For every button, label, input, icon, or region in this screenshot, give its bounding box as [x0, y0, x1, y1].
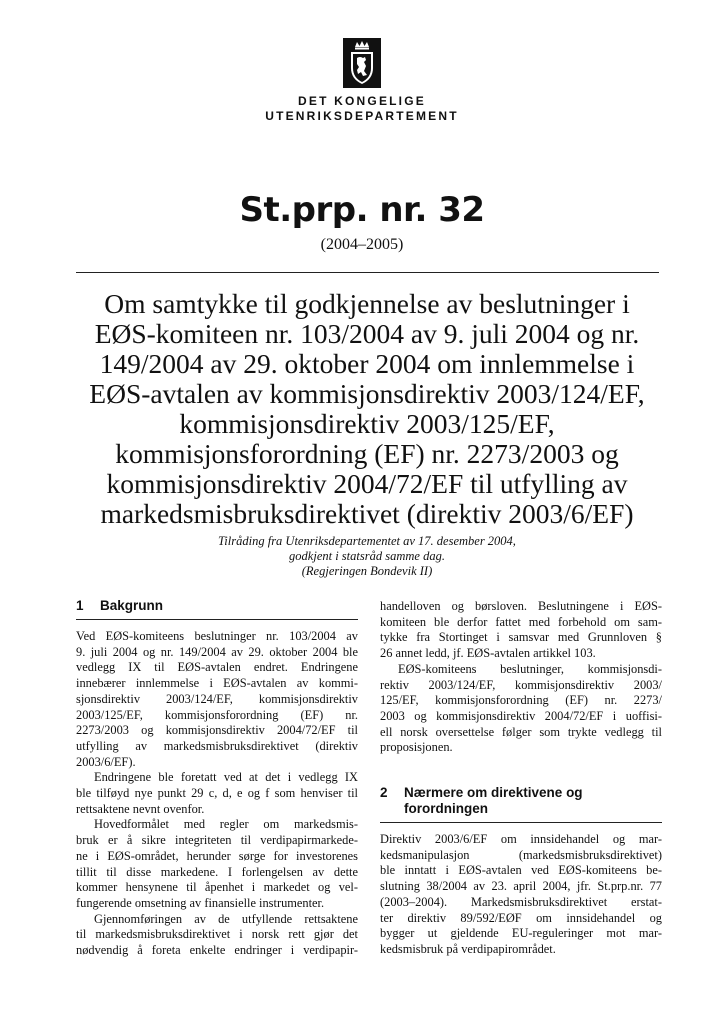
paragraph: [76, 629, 358, 770]
recommendation-note: [0, 534, 724, 579]
proposition-title: St.prp. nr. 32: [239, 190, 485, 230]
text-line: Endringene ble foretatt ved at det i vedlegg IX: [94, 770, 358, 785]
text-line: kedsmanipulasjon (markedsmisbruksdirektivet): [380, 847, 662, 862]
text-line: 2003/6/EF).: [76, 754, 136, 769]
title-divider: [76, 272, 659, 273]
text-line: EØS-komiteens beslutninger, kommisjonsdi-: [398, 661, 662, 676]
text-line: bygger ut gjeldende EU-reguleringer mot mar-: [380, 926, 662, 941]
heading-line: Om samtykke til godkjennelse av beslutninger i: [104, 288, 630, 319]
section-2-heading: [380, 785, 662, 817]
text-line: Hovedformålet med regler om markedsmis-: [94, 817, 358, 832]
recommendation-line: godkjent i statsråd samme dag.: [289, 549, 445, 563]
text-line: Direktiv 2003/6/EF om innsidehandel og mar-: [380, 832, 662, 847]
section-title-line: Nærmere om direktivene og: [404, 785, 583, 801]
text-line: bruk er å sikre integriteten til verdipapirmarkede-: [76, 833, 358, 848]
recommendation-line: (Regjeringen Bondevik II): [301, 564, 433, 578]
section-number: 1: [76, 598, 84, 613]
heading-line: EØS-avtalen av kommisjonsdirektiv 2003/124/EF,: [89, 378, 645, 409]
text-line: slutning 38/2004 av 23. april 2004, jfr. St.prp.nr. 77: [380, 879, 662, 894]
paragraph: [380, 662, 662, 756]
paragraph: [380, 832, 662, 958]
heading-line: 149/2004 av 29. oktober 2004 om innlemmelse i: [99, 348, 635, 379]
paragraph: [76, 770, 358, 817]
text-line: tillit til disse markedene. I forlengelsen av dette: [76, 864, 358, 879]
left-column: [76, 598, 358, 959]
text-line: 125/EF, kommisjonsforordning (EF) nr. 2273/: [380, 693, 662, 708]
text-line: ble inntatt i EØS-avtalen ved EØS-komiteens be-: [380, 863, 662, 878]
text-line: ble tilføyd nye punkt 29 c, d, e og f som henviser til: [76, 786, 358, 801]
section-title: [404, 785, 583, 817]
text-line: komiteen ble derfor fattet med forbehold om sam-: [380, 614, 662, 629]
text-line: utfylling av markedsmisbruksdirektivet (direktiv: [76, 738, 358, 753]
heading-line: EØS-komiteen nr. 103/2004 av 9. juli 2004 og nr.: [94, 318, 640, 349]
department-name-line2: UTENRIKSDEPARTEMENT: [265, 109, 459, 123]
right-column: [380, 599, 662, 958]
text-line: nødvendig å foreta enkelte endringer i verdipapir-: [76, 943, 358, 958]
text-line: vedlegg IX til EØS-avtalen endret. Endringene: [76, 660, 358, 675]
paragraph: [76, 817, 358, 911]
text-line: fungerende omsetning av finansielle instrumenter.: [76, 895, 325, 910]
heading-line: kommisjonsdirektiv 2004/72/EF til utfylling av: [106, 468, 628, 499]
section-title: Bakgrunn: [100, 598, 164, 613]
heading-line: kommisjonsforordning (EF) nr. 2273/2003 og: [115, 438, 619, 469]
text-line: rektiv 2003/124/EF, kommisjonsdirektiv 2003/: [380, 677, 662, 692]
proposition-year: (2004–2005): [320, 236, 404, 253]
text-line: rettsaktene nevnt ovenfor.: [76, 801, 205, 816]
section-1-heading: [76, 598, 358, 614]
text-line: kommer hensynene til åpenhet i markedet og vel-: [76, 880, 358, 895]
text-line: 2273/2003 og kommisjonsdirektiv 2004/72/EF til: [76, 723, 358, 738]
recommendation-line: Tilråding fra Utenriksdepartementet av 17. desember 2004,: [218, 534, 516, 548]
heading-line: kommisjonsdirektiv 2003/125/EF,: [179, 408, 555, 439]
text-line: 2003 og kommisjonsdirektiv 2004/72/EF i uoffisi-: [380, 708, 662, 723]
department-name-line1: DET KONGELIGE: [298, 94, 426, 108]
section-number: 2: [380, 785, 388, 801]
text-line: kedsmisbruk på verdipapirområdet.: [380, 941, 556, 956]
text-line: ne i EØS-området, herunder sørge for investorenes: [76, 848, 358, 863]
text-line: innebærer innlemmelse i EØS-avtalen av kommi-: [76, 676, 358, 691]
paragraph: [380, 599, 662, 662]
main-heading: [70, 289, 664, 529]
norwegian-coat-of-arms-icon: [343, 38, 381, 88]
text-line: (2003–2004). Markedsmisbruksdirektivet erstat-: [380, 894, 662, 909]
text-line: tykke fra Stortinget i samsvar med Grunnloven §: [380, 630, 662, 645]
heading-line: markedsmisbruksdirektivet (direktiv 2003/6/EF): [100, 498, 634, 529]
text-line: 9. juli 2004 og nr. 149/2004 av 29. oktober 2004 ble: [76, 644, 358, 659]
text-line: sjonsdirektiv 2003/124/EF, kommisjonsdirektiv: [76, 691, 358, 706]
text-line: ter direktiv 89/592/EØF om innsidehandel og: [380, 910, 662, 925]
text-line: 2003/125/EF, kommisjonsforordning (EF) nr.: [76, 707, 358, 722]
paragraph: [76, 912, 358, 959]
text-line: handelloven og børsloven. Beslutningene i EØS-: [380, 599, 662, 613]
text-line: ell norsk oversettelse følger som trykte vedlegg til: [380, 724, 662, 739]
text-line: til markedsmisbruksdirektivet i norsk rett gjør det: [76, 927, 358, 942]
text-line: proposisjonen.: [380, 740, 453, 755]
section-title-line: forordningen: [404, 801, 488, 817]
text-line: 26 annet ledd, jf. EØS-avtalen artikkel 103.: [380, 646, 596, 661]
text-line: Ved EØS-komiteens beslutninger nr. 103/2004 av: [76, 629, 358, 643]
text-line: Gjennomføringen av de utfyllende rettsaktene: [94, 911, 358, 926]
